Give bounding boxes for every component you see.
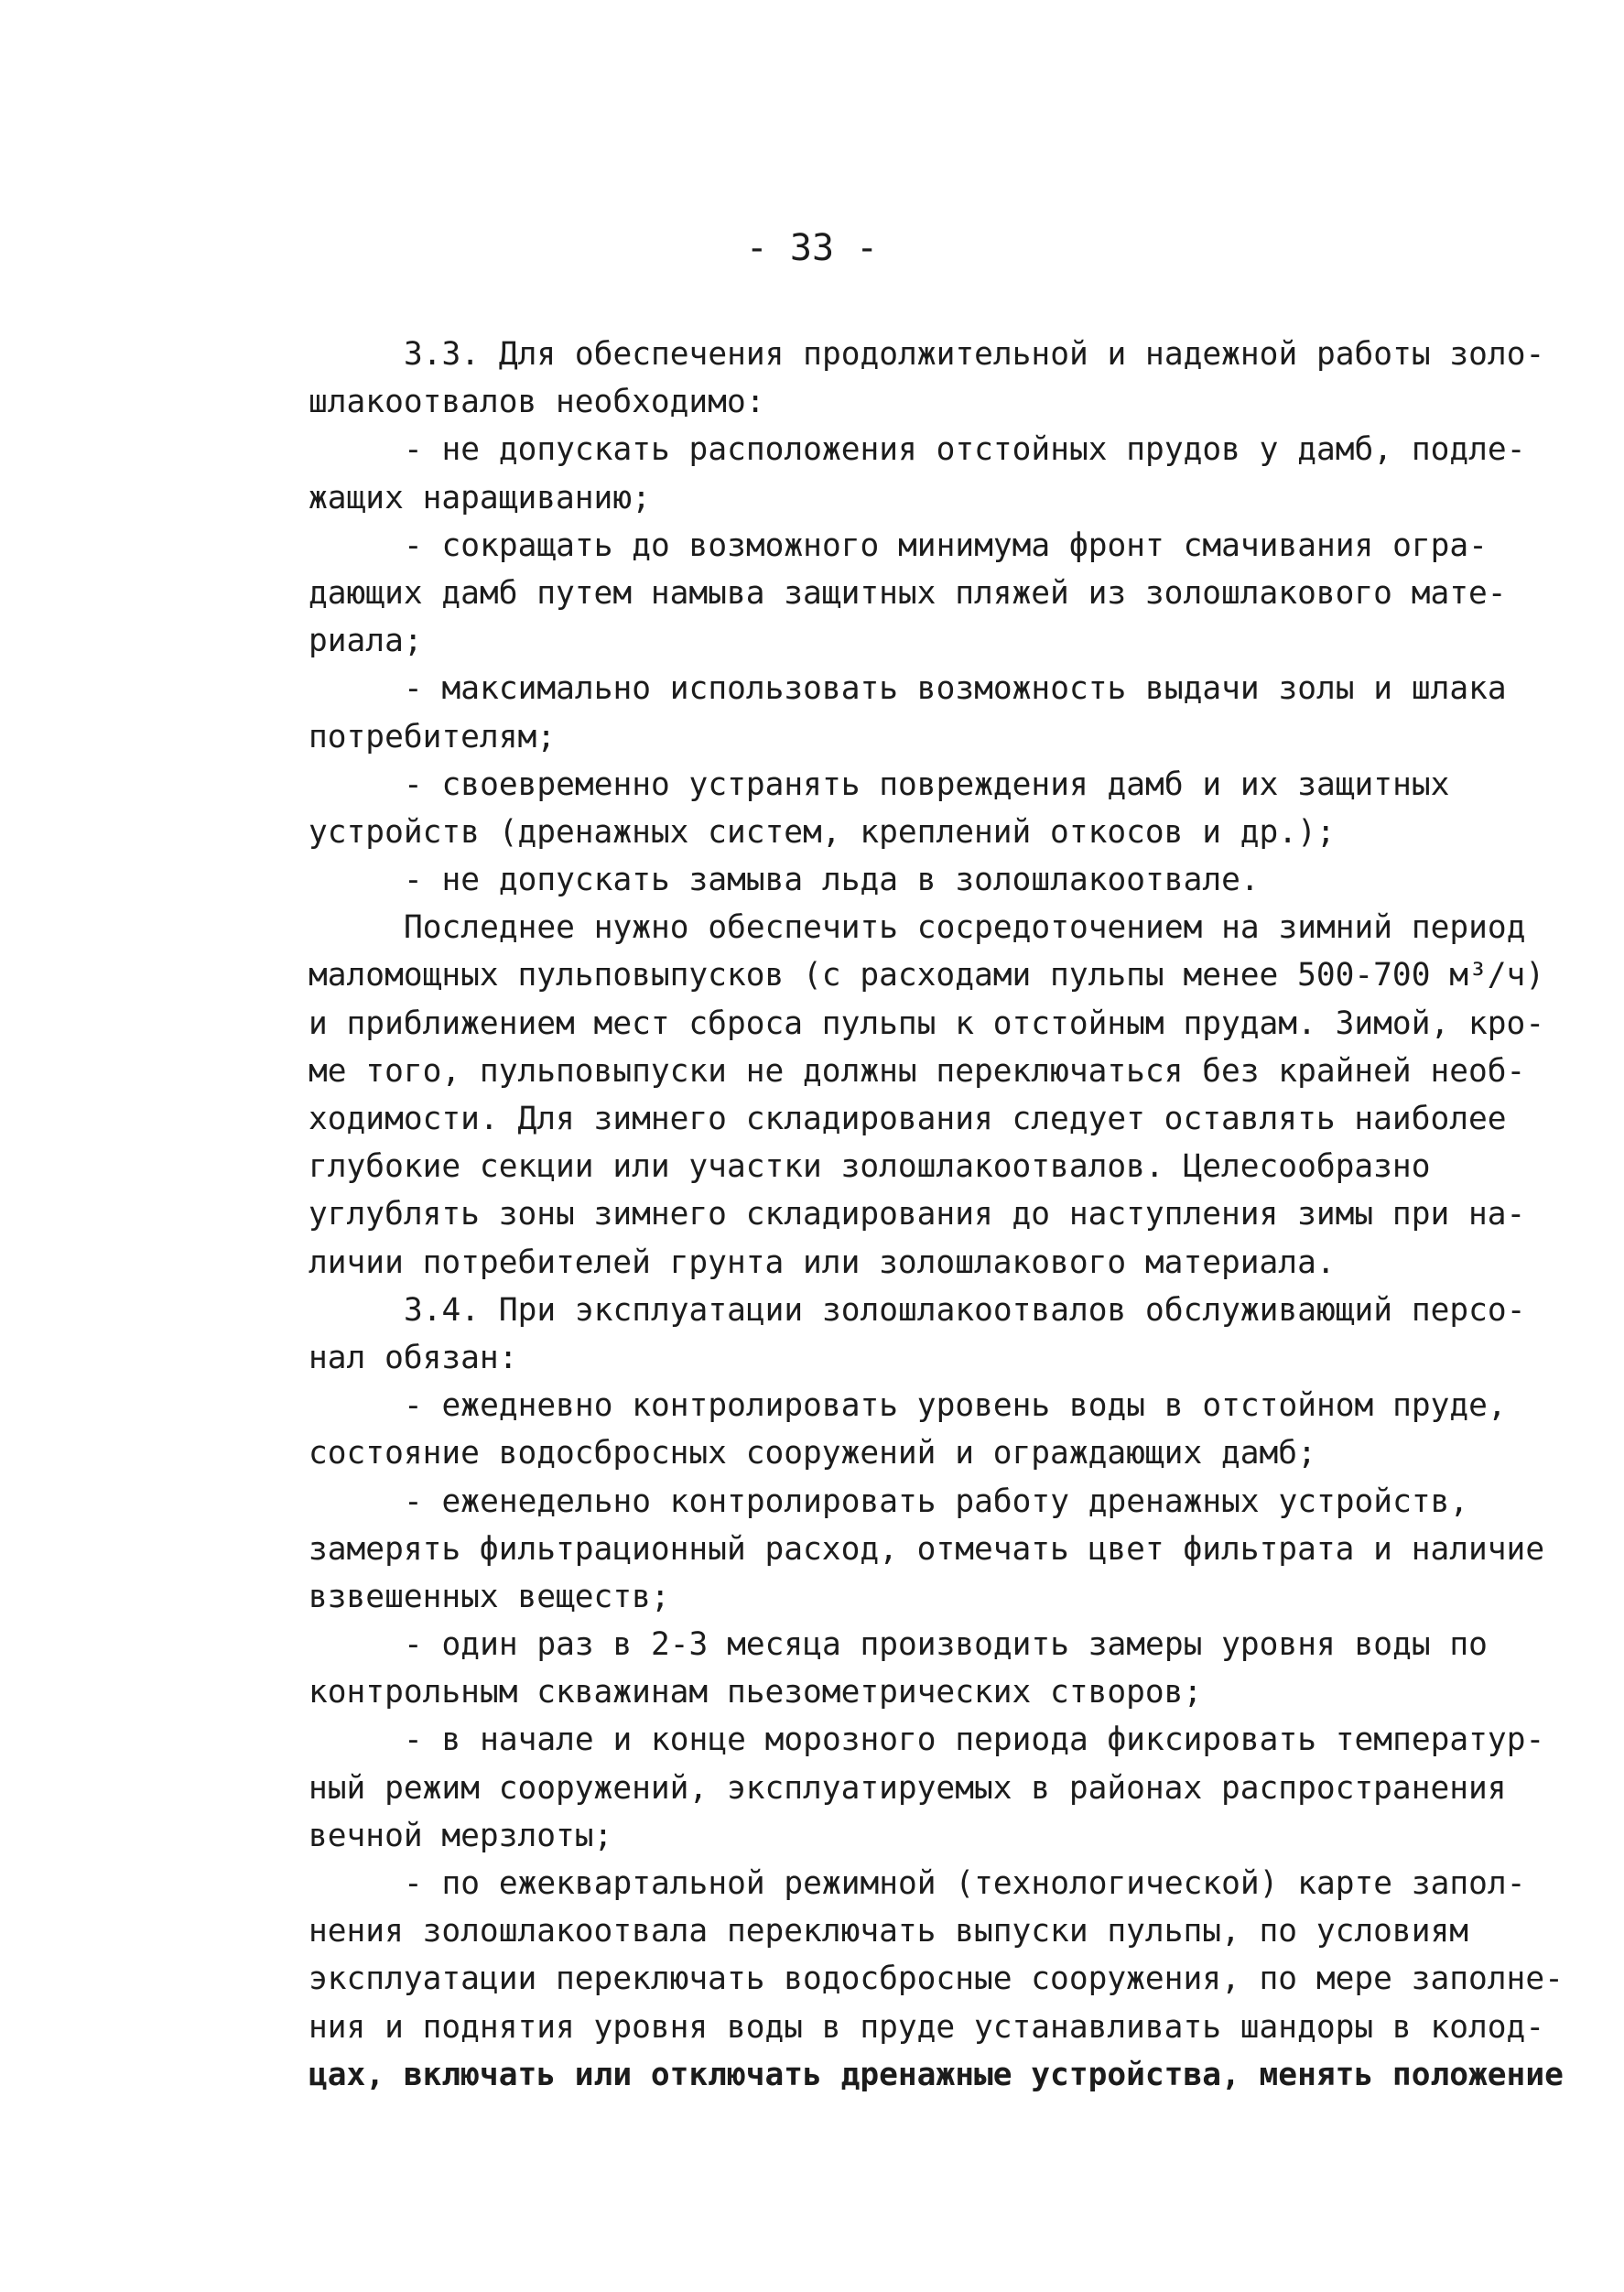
page-number: - 33 - — [745, 227, 879, 269]
text-line: и приближением мест сброса пульпы к отстойным прудам. Зимой, кро- — [309, 1005, 1545, 1042]
text-line: - по ежеквартальной режимной (технологической) карте запол- — [404, 1865, 1526, 1902]
text-line: дающих дамб путем намыва защитных пляжей из золошлакового мате- — [309, 574, 1507, 612]
text-line: эксплуатации переключать водосбросные сооружения, по мере заполне- — [309, 1961, 1564, 1998]
text-line: - не допускать расположения отстойных прудов у дамб, подле- — [404, 431, 1526, 469]
text-line: жащих наращиванию; — [309, 479, 651, 516]
text-line: - максимально использовать возможность выдачи золы и шлака — [404, 670, 1507, 708]
text-line: личии потребителей грунта или золошлакового материала. — [309, 1244, 1336, 1281]
text-line: взвешенных веществ; — [309, 1578, 670, 1615]
text-line: устройств (дренажных систем, креплений откосов и др.); — [309, 813, 1336, 851]
text-line: нения золошлакоотвала переключать выпуски пульпы, по условиям — [309, 1913, 1469, 1950]
text-line: углублять зоны зимнего складирования до наступления зимы при на- — [309, 1196, 1526, 1233]
text-line: - своевременно устранять повреждения дамб и их защитных — [404, 766, 1450, 803]
text-line: 3.4. При эксплуатации золошлакоотвалов обслуживающий персо- — [404, 1291, 1526, 1329]
text-line: Последнее нужно обеспечить сосредоточением на зимний период — [404, 909, 1526, 947]
text-line: ный режим сооружений, эксплуатируемых в районах распространения — [309, 1769, 1507, 1807]
text-line: - в начале и конце морозного периода фиксировать температур- — [404, 1722, 1545, 1759]
text-line: шлакоотвалов необходимо: — [309, 384, 765, 421]
text-line: состояние водосбросных сооружений и ограждающих дамб; — [309, 1435, 1316, 1472]
text-line: цах, включать или отключать дренажные устройства, менять положение — [309, 2056, 1564, 2093]
text-line: потребителям; — [309, 718, 557, 755]
text-line: - еженедельно контролировать работу дренажных устройств, — [404, 1483, 1469, 1520]
text-line: - не допускать замыва льда в золошлакоотвале. — [404, 862, 1260, 899]
text-line: риала; — [309, 623, 423, 660]
text-line: - ежедневно контролировать уровень воды в отстойном пруде, — [404, 1387, 1507, 1425]
text-line: нал обязан: — [309, 1339, 518, 1376]
text-line: замерять фильтрационный расход, отмечать цвет фильтрата и наличие — [309, 1530, 1545, 1568]
body-text — [309, 331, 1576, 2099]
text-line: вечной мерзлоты; — [309, 1817, 613, 1854]
text-line: ме того, пульповыпуски не должны переключаться без крайней необ- — [309, 1052, 1526, 1090]
text-line: ходимости. Для зимнего складирования следует оставлять наиболее — [309, 1101, 1507, 1137]
text-line: 3.3. Для обеспечения продолжительной и надежной работы золо- — [404, 336, 1545, 373]
text-line: - сокращать до возможного минимума фронт смачивания огра- — [404, 527, 1488, 564]
text-line: - один раз в 2-3 месяца производить замеры уровня воды по — [404, 1626, 1488, 1664]
text-line: глубокие секции или участки золошлакоотвалов. Целесообразно — [309, 1148, 1431, 1186]
text-line: контрольным скважинам пьезометрических створов; — [309, 1674, 1203, 1711]
text-line: маломощных пульповыпусков (с расходами пульпы менее 500-700 м³/ч) — [309, 957, 1545, 994]
text-line: ния и поднятия уровня воды в пруде устанавливать шандоры в колод- — [309, 2008, 1545, 2046]
